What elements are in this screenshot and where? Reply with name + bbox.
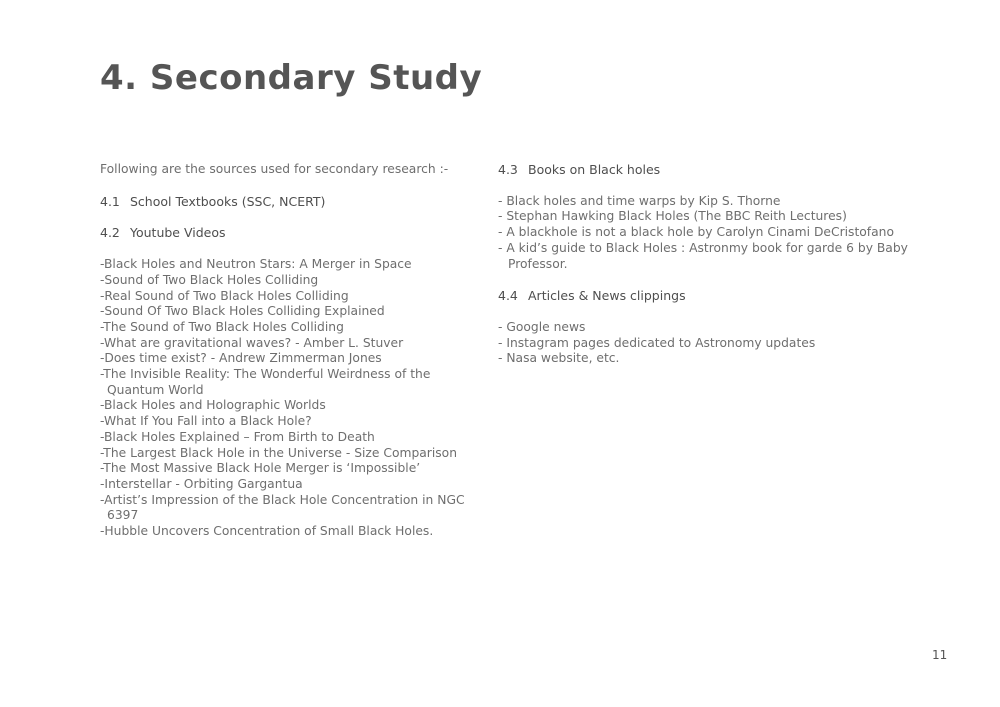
list-item: - Stephan Hawking Black Holes (The BBC Reith Lectures) [498,209,847,224]
section-heading-4-3 [498,162,928,178]
section-number: 4.4 [498,288,518,304]
section-title: Youtube Videos [130,225,226,241]
spacer [100,209,480,225]
list-item: -Hubble Uncovers Concentration of Small Black Holes. [100,524,434,539]
right-column [498,162,928,367]
section-heading-4-4 [498,288,928,304]
list-item: - Black holes and time warps by Kip S. Thorne [498,193,781,208]
list-item: -The Largest Black Hole in the Universe - Size Comparison [100,445,457,460]
section-title: Books on Black holes [528,162,661,177]
section-heading-4-1 [100,194,480,210]
list-item: - A blackhole is not a black hole by Carolyn Cinami DeCristofano [498,225,894,240]
youtube-videos-list [100,257,480,540]
list-item: -Black Holes Explained – From Birth to Death [100,429,375,444]
spacer [100,241,480,257]
list-item: -Black Holes and Holographic Worlds [100,398,326,413]
spacer [498,178,928,194]
list-item: -The Most Massive Black Hole Merger is ‘Impossible’ [100,461,421,476]
page-title: 4. Secondary Study [100,58,483,98]
list-item: -What If You Fall into a Black Hole? [100,414,312,429]
list-item: -What are gravitational waves? - Amber L. Stuver [100,335,404,350]
intro-text: Following are the sources used for secondary research :- [100,162,449,176]
section-number: 4.3 [498,162,518,177]
left-column [100,162,480,540]
list-item: -Real Sound of Two Black Holes Colliding [100,288,349,303]
spacer [498,272,928,288]
list-item: -Interstellar - Orbiting Gargantua [100,476,303,491]
spacer [498,304,928,320]
page-number: 11 [932,648,948,662]
list-item: -Artist’s Impression of the Black Hole Concentration in NGC 6397 [100,492,465,523]
section-title: School Textbooks (SSC, NCERT) [130,193,326,209]
articles-list [498,320,928,367]
list-item: -Sound Of Two Black Holes Colliding Explained [100,304,385,319]
list-item: -Sound of Two Black Holes Colliding [100,272,319,287]
list-item: -Does time exist? - Andrew Zimmerman Jones [100,351,382,366]
section-number: 4.1 [100,193,120,209]
section-title: Articles & News clippings [528,288,686,304]
list-item: - Instagram pages dedicated to Astronomy updates [498,335,816,350]
list-item: - Google news [498,319,586,334]
list-item: -The Invisible Reality: The Wonderful Weirdness of the Quantum World [100,367,431,397]
list-item: - A kid’s guide to Black Holes : Astronmy book for garde 6 by Baby Professor. [498,240,908,271]
section-heading-4-2 [100,225,480,241]
list-item: - Nasa website, etc. [498,351,620,366]
books-list [498,194,928,273]
section-number: 4.2 [100,225,120,241]
list-item: -The Sound of Two Black Holes Colliding [100,319,344,334]
list-item: -Black Holes and Neutron Stars: A Merger in Space [100,257,412,272]
